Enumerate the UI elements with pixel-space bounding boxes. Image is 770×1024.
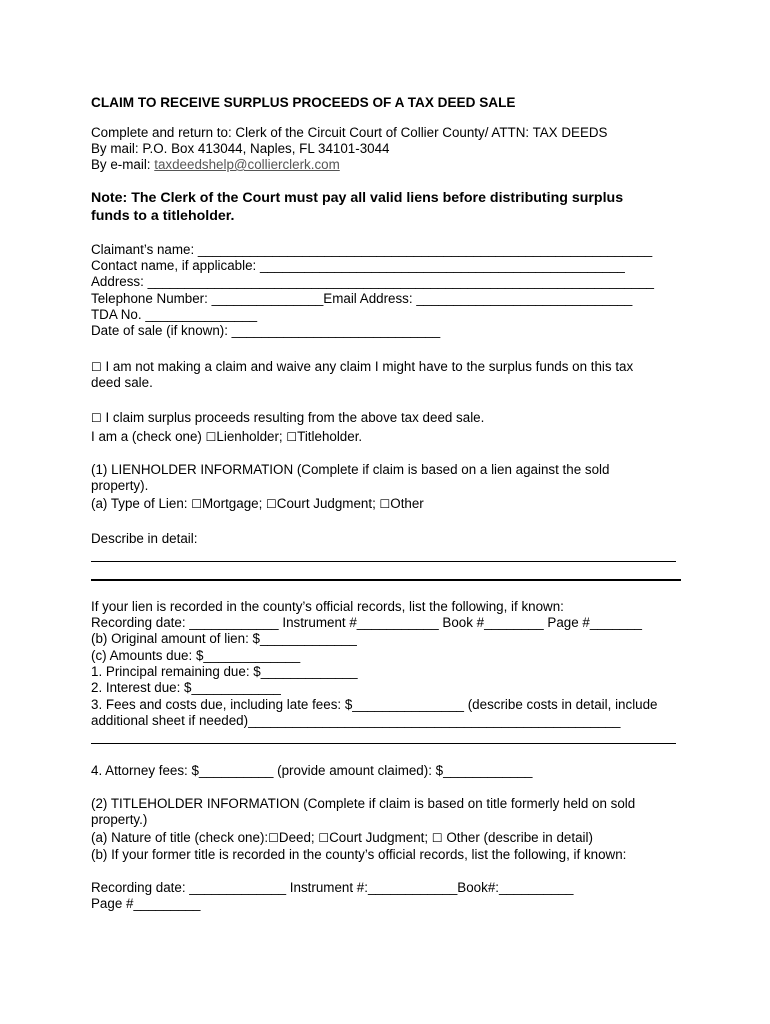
tda-number-field[interactable]: TDA No. _______________	[91, 307, 258, 322]
claim-text: I claim surplus proceeds resulting from the above tax deed sale.	[101, 410, 485, 425]
fees-costs-field-2[interactable]: additional sheet if needed)__________________________________________________	[91, 713, 621, 728]
claim-checkbox[interactable]: ☐	[91, 411, 102, 425]
deed-checkbox[interactable]: ☐	[268, 831, 279, 845]
claimant-type-label: I am a (check one)	[91, 429, 206, 444]
other-checkbox[interactable]: ☐	[379, 497, 391, 511]
records-intro: If your lien is recorded in the county’s official records, list the following, if known:	[91, 599, 564, 614]
title-recording-fields[interactable]: Recording date: _____________ Instrument #:____________Book#:__________	[91, 880, 574, 895]
fees-costs-field[interactable]: 3. Fees and costs due, including late fees: $_______________ (describe costs in detail, include	[91, 697, 658, 712]
deed-label: Deed;	[278, 830, 319, 845]
claimant-name-field[interactable]: Claimant’s name: _____________________________________________________________	[91, 242, 653, 257]
lienholder-label: Lienholder;	[216, 429, 287, 444]
describe-line-1[interactable]	[91, 561, 676, 562]
titleholder-label: Titleholder.	[297, 429, 363, 444]
titleholder-heading: (2) TITLEHOLDER INFORMATION (Complete if claim is based on title formerly held on sold	[91, 796, 636, 811]
waive-text: I am not making a claim and waive any claim I might have to the surplus funds on this tax	[101, 359, 634, 374]
date-of-sale-field[interactable]: Date of sale (if known): ____________________________	[91, 323, 441, 338]
email-link[interactable]: taxdeedshelp@collierclerk.com	[154, 157, 340, 172]
fees-extra-line[interactable]	[91, 743, 676, 744]
title-nature-line	[91, 830, 593, 846]
amounts-due-field[interactable]: (c) Amounts due: $_____________	[91, 648, 301, 663]
other-label: Other	[390, 496, 424, 511]
claim-surplus-option[interactable]	[91, 410, 484, 426]
title-records-intro: (b) If your former title is recorded in the county’s official records, list the following, if known:	[91, 847, 627, 862]
describe-label: Describe in detail:	[91, 531, 198, 546]
mail-address: By mail: P.O. Box 413044, Naples, FL 34101-3044	[91, 141, 390, 156]
principal-due-field[interactable]: 1. Principal remaining due: $_____________	[91, 664, 358, 679]
title-court-judgment-checkbox[interactable]: ☐	[318, 831, 330, 845]
waive-claim-option[interactable]	[91, 359, 633, 375]
return-address: Complete and return to: Clerk of the Circuit Court of Collier County/ ATTN: TAX DEEDS	[91, 125, 608, 140]
mortgage-label: Mortgage;	[202, 496, 267, 511]
title-other-checkbox[interactable]: ☐	[431, 831, 443, 845]
court-judgment-checkbox[interactable]: ☐	[266, 497, 277, 511]
form-title: CLAIM TO RECEIVE SURPLUS PROCEEDS OF A TAX DEED SALE	[91, 95, 516, 110]
title-page-field[interactable]: Page #_________	[91, 896, 201, 911]
lienholder-heading-2: property).	[91, 478, 149, 493]
interest-due-field[interactable]: 2. Interest due: $____________	[91, 680, 281, 695]
waive-text-2: deed sale.	[91, 375, 153, 390]
address-field[interactable]: Address: ____________________________________________________________________	[91, 274, 654, 289]
title-nature-label: (a) Nature of title (check one):	[91, 830, 269, 845]
mortgage-checkbox[interactable]: ☐	[191, 497, 203, 511]
title-court-judgment-label: Court Judgment;	[329, 830, 432, 845]
contact-name-field[interactable]: Contact name, if applicable: _________________________________________________	[91, 258, 625, 273]
claimant-type-line	[91, 429, 362, 445]
email-prefix: By e-mail:	[91, 157, 155, 172]
waive-checkbox[interactable]: ☐	[91, 360, 102, 374]
lienholder-heading: (1) LIENHOLDER INFORMATION (Complete if claim is based on a lien against the sold	[91, 462, 610, 477]
original-amount-field[interactable]: (b) Original amount of lien: $_____________	[91, 631, 357, 646]
describe-line-2[interactable]	[91, 579, 681, 581]
titleholder-heading-2: property.)	[91, 812, 148, 827]
note-line-2: funds to a titleholder.	[91, 208, 235, 224]
lien-type-label: (a) Type of Lien:	[91, 496, 192, 511]
lien-recording-fields[interactable]: Recording date: ____________ Instrument #___________ Book #________ Page #_______	[91, 615, 642, 630]
note-line-1: Note: The Clerk of the Court must pay all valid liens before distributing surplus	[91, 190, 624, 206]
court-judgment-label: Court Judgment;	[276, 496, 380, 511]
email-line	[91, 157, 340, 173]
title-other-label: Other (describe in detail)	[442, 830, 593, 845]
lienholder-checkbox[interactable]: ☐	[205, 430, 217, 444]
lien-type-line	[91, 496, 424, 512]
attorney-fees-field[interactable]: 4. Attorney fees: $__________ (provide amount claimed): $____________	[91, 763, 533, 778]
telephone-email-field[interactable]: Telephone Number: _______________Email Address: _____________________________	[91, 291, 633, 306]
titleholder-checkbox[interactable]: ☐	[286, 430, 298, 444]
